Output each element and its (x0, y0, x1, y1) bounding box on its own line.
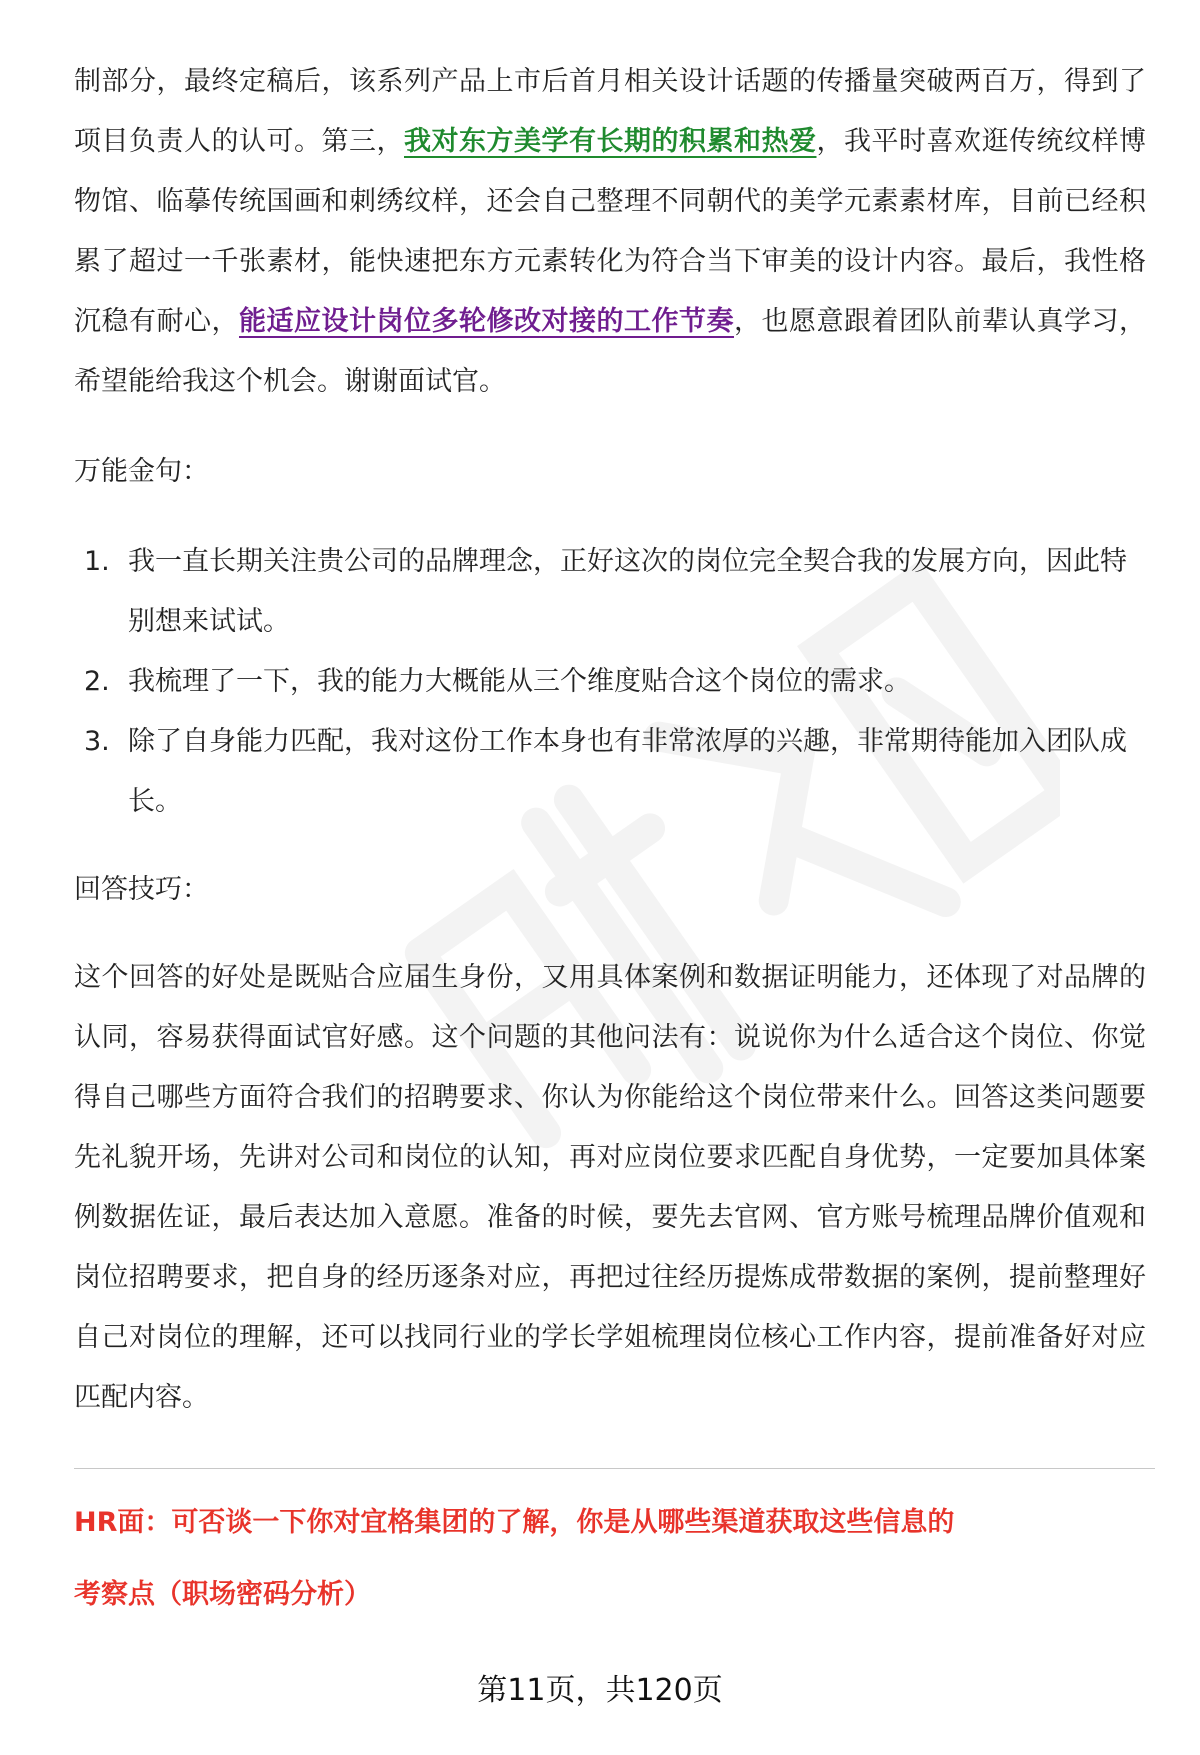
list-item (74, 532, 1146, 652)
tips-paragraph: 这个回答的好处是既贴合应届生身份，又用具体案例和数据证明能力，还体现了对品牌的认同，容易获得面试官好感。这个问题的其他问法有：说说你为什么适合这个岗位、你觉得自己哪些方面符合我们的招聘要求、你认为你能给这个岗位带来什么。回答这类问题要先礼貌开场，先讲对公司和岗位的认知，再对应岗位要求匹配自身优势，一定要加具体案例数据佐证，最后表达加入意愿。准备的时候，要先去官网、官方账号梳理品牌价值观和岗位招聘要求，把自身的经历逐条对应，再把过往经历提炼成带数据的案例，提前整理好自己对岗位的理解，还可以找同行业的学长学姐梳理岗位核心工作内容，提前准备好对应匹配内容。 (74, 962, 1146, 1413)
highlight-work-rhythm: 能适应设计岗位多轮修改对接的工作节奏 (239, 306, 734, 337)
list-item-number: 3. (84, 726, 110, 757)
list-item-number: 2. (84, 666, 110, 697)
answer-text-part2: ，我平时喜欢逛传统纹样博物馆、临摹传统国画和刺绣纹样，还会自己整理不同朝代的美学元素素材库，目前已经积累了超过一千张素材，能快速把东方元素转化为符合当下审美的设计内容。最后，我性格沉稳有耐心， (74, 126, 1146, 337)
list-item (74, 712, 1146, 832)
assessment-point-heading: 考察点（职场密码分析） (74, 1579, 371, 1610)
list-item-text: 我梳理了一下，我的能力大概能从三个维度贴合这个岗位的需求。 (128, 666, 911, 697)
list-item (74, 652, 1146, 712)
hr-question-heading: HR面：可否谈一下你对宜格集团的了解，你是从哪些渠道获取这些信息的 (74, 1507, 955, 1538)
list-item-number: 1. (84, 546, 110, 577)
golden-phrases-list (74, 532, 1146, 832)
document-body (74, 52, 1146, 1428)
golden-phrases-label: 万能金句： (74, 456, 209, 487)
tips-label: 回答技巧： (74, 874, 209, 905)
section-divider (74, 1468, 1155, 1469)
highlight-eastern-aesthetics: 我对东方美学有长期的积累和热爱 (404, 126, 817, 157)
answer-text-part1: 制部分，最终定稿后，该系列产品上市后首月相关设计话题的传播量突破两百万，得到了项目负责人的认可。第三， (74, 66, 1146, 157)
answer-text-part3: ，也愿意跟着团队前辈认真学习，希望能给我这个机会。谢谢面试官。 (74, 306, 1146, 397)
list-item-text: 除了自身能力匹配，我对这份工作本身也有非常浓厚的兴趣，非常期待能加入团队成长。 (128, 726, 1127, 817)
page-number: 第11页，共120页 (477, 1673, 723, 1708)
list-item-text: 我一直长期关注贵公司的品牌理念，正好这次的岗位完全契合我的发展方向，因此特别想来试试。 (128, 546, 1127, 637)
answer-paragraph (74, 52, 1146, 412)
